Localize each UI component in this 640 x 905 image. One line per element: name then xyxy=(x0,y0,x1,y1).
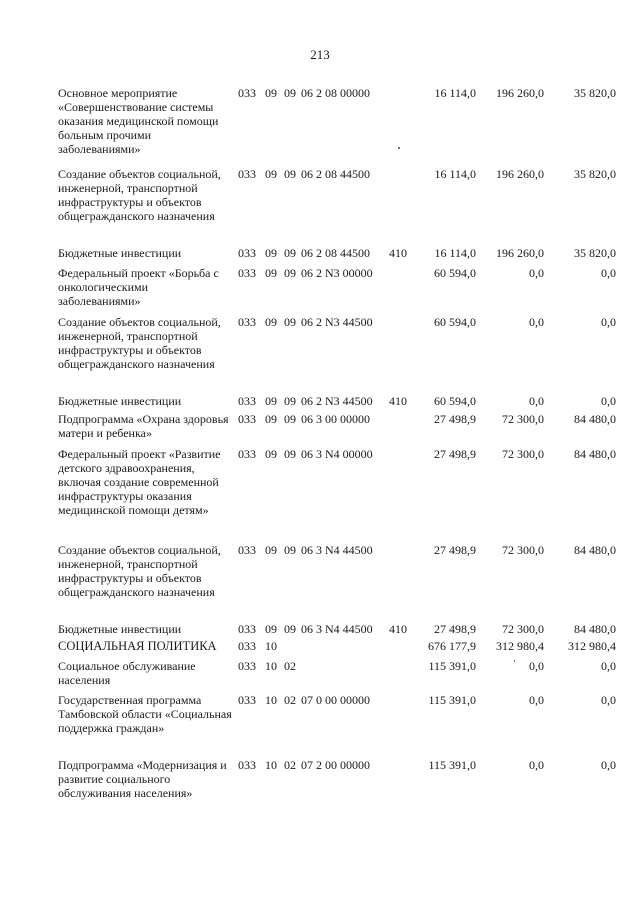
section-code: 09 xyxy=(265,167,277,181)
scan-tick xyxy=(514,660,515,662)
amount-year-3: 84 480,0 xyxy=(574,412,616,426)
subsection-code: 02 xyxy=(284,758,296,772)
row-name: Федеральный проект «Развитие детского здравоохранения, включая создание современной инфраструктуры оказания медицинской помощи детям» xyxy=(58,447,221,517)
subsection-code: 09 xyxy=(284,447,296,461)
amount-year-3: 0,0 xyxy=(601,758,616,772)
subsection-code: 02 xyxy=(284,693,296,707)
scan-speck xyxy=(398,147,400,149)
amount-year-2: 72 300,0 xyxy=(502,543,544,557)
amount-year-3: 0,0 xyxy=(601,315,616,329)
row-name: СОЦИАЛЬНАЯ ПОЛИТИКА xyxy=(58,639,217,653)
ved-code: 033 xyxy=(238,412,256,426)
section-code: 10 xyxy=(265,659,277,673)
amount-year-2: 312 980,4 xyxy=(496,639,544,653)
table-row xyxy=(58,394,623,408)
amount-year-2: 0,0 xyxy=(529,659,544,673)
section-code: 09 xyxy=(265,447,277,461)
subsection-code: 09 xyxy=(284,394,296,408)
table-row xyxy=(58,639,623,653)
row-name: Основное мероприятие «Совершенствование системы оказания медицинской помощи больным прочими заболеваниями» xyxy=(58,86,219,156)
amount-year-1: 27 498,9 xyxy=(434,412,476,426)
ved-code: 033 xyxy=(238,758,256,772)
section-code: 10 xyxy=(265,639,277,653)
amount-year-2: 0,0 xyxy=(529,394,544,408)
amount-year-1: 16 114,0 xyxy=(434,246,476,260)
ved-code: 033 xyxy=(238,447,256,461)
amount-year-2: 0,0 xyxy=(529,315,544,329)
expense-type-code: 410 xyxy=(389,394,407,408)
amount-year-3: 84 480,0 xyxy=(574,543,616,557)
amount-year-3: 84 480,0 xyxy=(574,622,616,636)
amount-year-2: 0,0 xyxy=(529,266,544,280)
table-row xyxy=(58,693,623,735)
amount-year-1: 115 391,0 xyxy=(428,659,476,673)
ved-code: 033 xyxy=(238,543,256,557)
amount-year-2: 0,0 xyxy=(529,758,544,772)
subsection-code: 09 xyxy=(284,315,296,329)
target-article-code: 06 2 08 44500 xyxy=(301,167,370,181)
section-code: 09 xyxy=(265,622,277,636)
target-article-code: 06 2 08 44500 xyxy=(301,246,370,260)
amount-year-3: 0,0 xyxy=(601,394,616,408)
subsection-code: 09 xyxy=(284,246,296,260)
amount-year-2: 72 300,0 xyxy=(502,447,544,461)
ved-code: 033 xyxy=(238,639,256,653)
ved-code: 033 xyxy=(238,86,256,100)
target-article-code: 06 2 N3 00000 xyxy=(301,266,373,280)
row-name: Подпрограмма «Модернизация и развитие социального обслуживания населения» xyxy=(58,758,227,800)
amount-year-2: 196 260,0 xyxy=(496,167,544,181)
table-row xyxy=(58,246,623,260)
amount-year-1: 60 594,0 xyxy=(434,394,476,408)
amount-year-3: 0,0 xyxy=(601,266,616,280)
amount-year-3: 0,0 xyxy=(601,659,616,673)
section-code: 09 xyxy=(265,412,277,426)
amount-year-3: 312 980,4 xyxy=(568,639,616,653)
row-name: Федеральный проект «Борьба с онкологическими заболеваниями» xyxy=(58,266,219,308)
amount-year-2: 72 300,0 xyxy=(502,412,544,426)
ved-code: 033 xyxy=(238,315,256,329)
amount-year-2: 196 260,0 xyxy=(496,246,544,260)
row-name: Создание объектов социальной, инженерной, транспортной инфраструктуры и объектов общегражданского назначения xyxy=(58,543,221,599)
target-article-code: 06 3 N4 44500 xyxy=(301,543,373,557)
table-row xyxy=(58,412,623,440)
amount-year-2: 72 300,0 xyxy=(502,622,544,636)
amount-year-3: 35 820,0 xyxy=(574,246,616,260)
amount-year-3: 35 820,0 xyxy=(574,167,616,181)
target-article-code: 06 3 N4 00000 xyxy=(301,447,373,461)
target-article-code: 06 2 N3 44500 xyxy=(301,394,373,408)
section-code: 09 xyxy=(265,543,277,557)
row-name: Бюджетные инвестиции xyxy=(58,622,182,636)
target-article-code: 07 2 00 00000 xyxy=(301,758,370,772)
table-row xyxy=(58,659,623,687)
ved-code: 033 xyxy=(238,659,256,673)
subsection-code: 09 xyxy=(284,167,296,181)
expense-type-code: 410 xyxy=(389,246,407,260)
target-article-code: 06 3 N4 44500 xyxy=(301,622,373,636)
row-name: Подпрограмма «Охрана здоровья матери и ребенка» xyxy=(58,412,229,440)
table-row xyxy=(58,447,623,517)
ved-code: 033 xyxy=(238,167,256,181)
row-name: Социальное обслуживание населения xyxy=(58,659,196,687)
section-code: 09 xyxy=(265,246,277,260)
expense-type-code: 410 xyxy=(389,622,407,636)
amount-year-1: 60 594,0 xyxy=(434,266,476,280)
subsection-code: 09 xyxy=(284,266,296,280)
ved-code: 033 xyxy=(238,246,256,260)
table-row xyxy=(58,266,623,308)
ved-code: 033 xyxy=(238,622,256,636)
amount-year-1: 115 391,0 xyxy=(428,693,476,707)
row-name: Создание объектов социальной, инженерной, транспортной инфраструктуры и объектов общегражданского назначения xyxy=(58,167,221,223)
amount-year-1: 115 391,0 xyxy=(428,758,476,772)
subsection-code: 09 xyxy=(284,86,296,100)
amount-year-2: 196 260,0 xyxy=(496,86,544,100)
row-name: Бюджетные инвестиции xyxy=(58,394,182,408)
subsection-code: 09 xyxy=(284,412,296,426)
table-row xyxy=(58,543,623,599)
section-code: 09 xyxy=(265,394,277,408)
section-code: 09 xyxy=(265,266,277,280)
amount-year-3: 0,0 xyxy=(601,693,616,707)
section-code: 09 xyxy=(265,86,277,100)
amount-year-3: 35 820,0 xyxy=(574,86,616,100)
target-article-code: 06 2 N3 44500 xyxy=(301,315,373,329)
amount-year-1: 27 498,9 xyxy=(434,622,476,636)
page-number: 213 xyxy=(310,47,330,62)
section-code: 10 xyxy=(265,758,277,772)
table-row xyxy=(58,167,623,223)
amount-year-2: 0,0 xyxy=(529,693,544,707)
row-name: Создание объектов социальной, инженерной, транспортной инфраструктуры и объектов общегражданского назначения xyxy=(58,315,221,371)
amount-year-3: 84 480,0 xyxy=(574,447,616,461)
ved-code: 033 xyxy=(238,693,256,707)
subsection-code: 09 xyxy=(284,622,296,636)
amount-year-1: 27 498,9 xyxy=(434,447,476,461)
amount-year-1: 16 114,0 xyxy=(434,86,476,100)
target-article-code: 07 0 00 00000 xyxy=(301,693,370,707)
subsection-code: 02 xyxy=(284,659,296,673)
row-name: Бюджетные инвестиции xyxy=(58,246,182,260)
amount-year-1: 16 114,0 xyxy=(434,167,476,181)
row-name: Государственная программа Тамбовской области «Социальная поддержка граждан» xyxy=(58,693,232,735)
ved-code: 033 xyxy=(238,266,256,280)
table-row xyxy=(58,622,623,636)
target-article-code: 06 2 08 00000 xyxy=(301,86,370,100)
table-row xyxy=(58,758,623,800)
ved-code: 033 xyxy=(238,394,256,408)
amount-year-1: 676 177,9 xyxy=(428,639,476,653)
table-row xyxy=(58,315,623,371)
subsection-code: 09 xyxy=(284,543,296,557)
table-row xyxy=(58,86,623,156)
section-code: 09 xyxy=(265,315,277,329)
section-code: 10 xyxy=(265,693,277,707)
amount-year-1: 27 498,9 xyxy=(434,543,476,557)
amount-year-1: 60 594,0 xyxy=(434,315,476,329)
target-article-code: 06 3 00 00000 xyxy=(301,412,370,426)
